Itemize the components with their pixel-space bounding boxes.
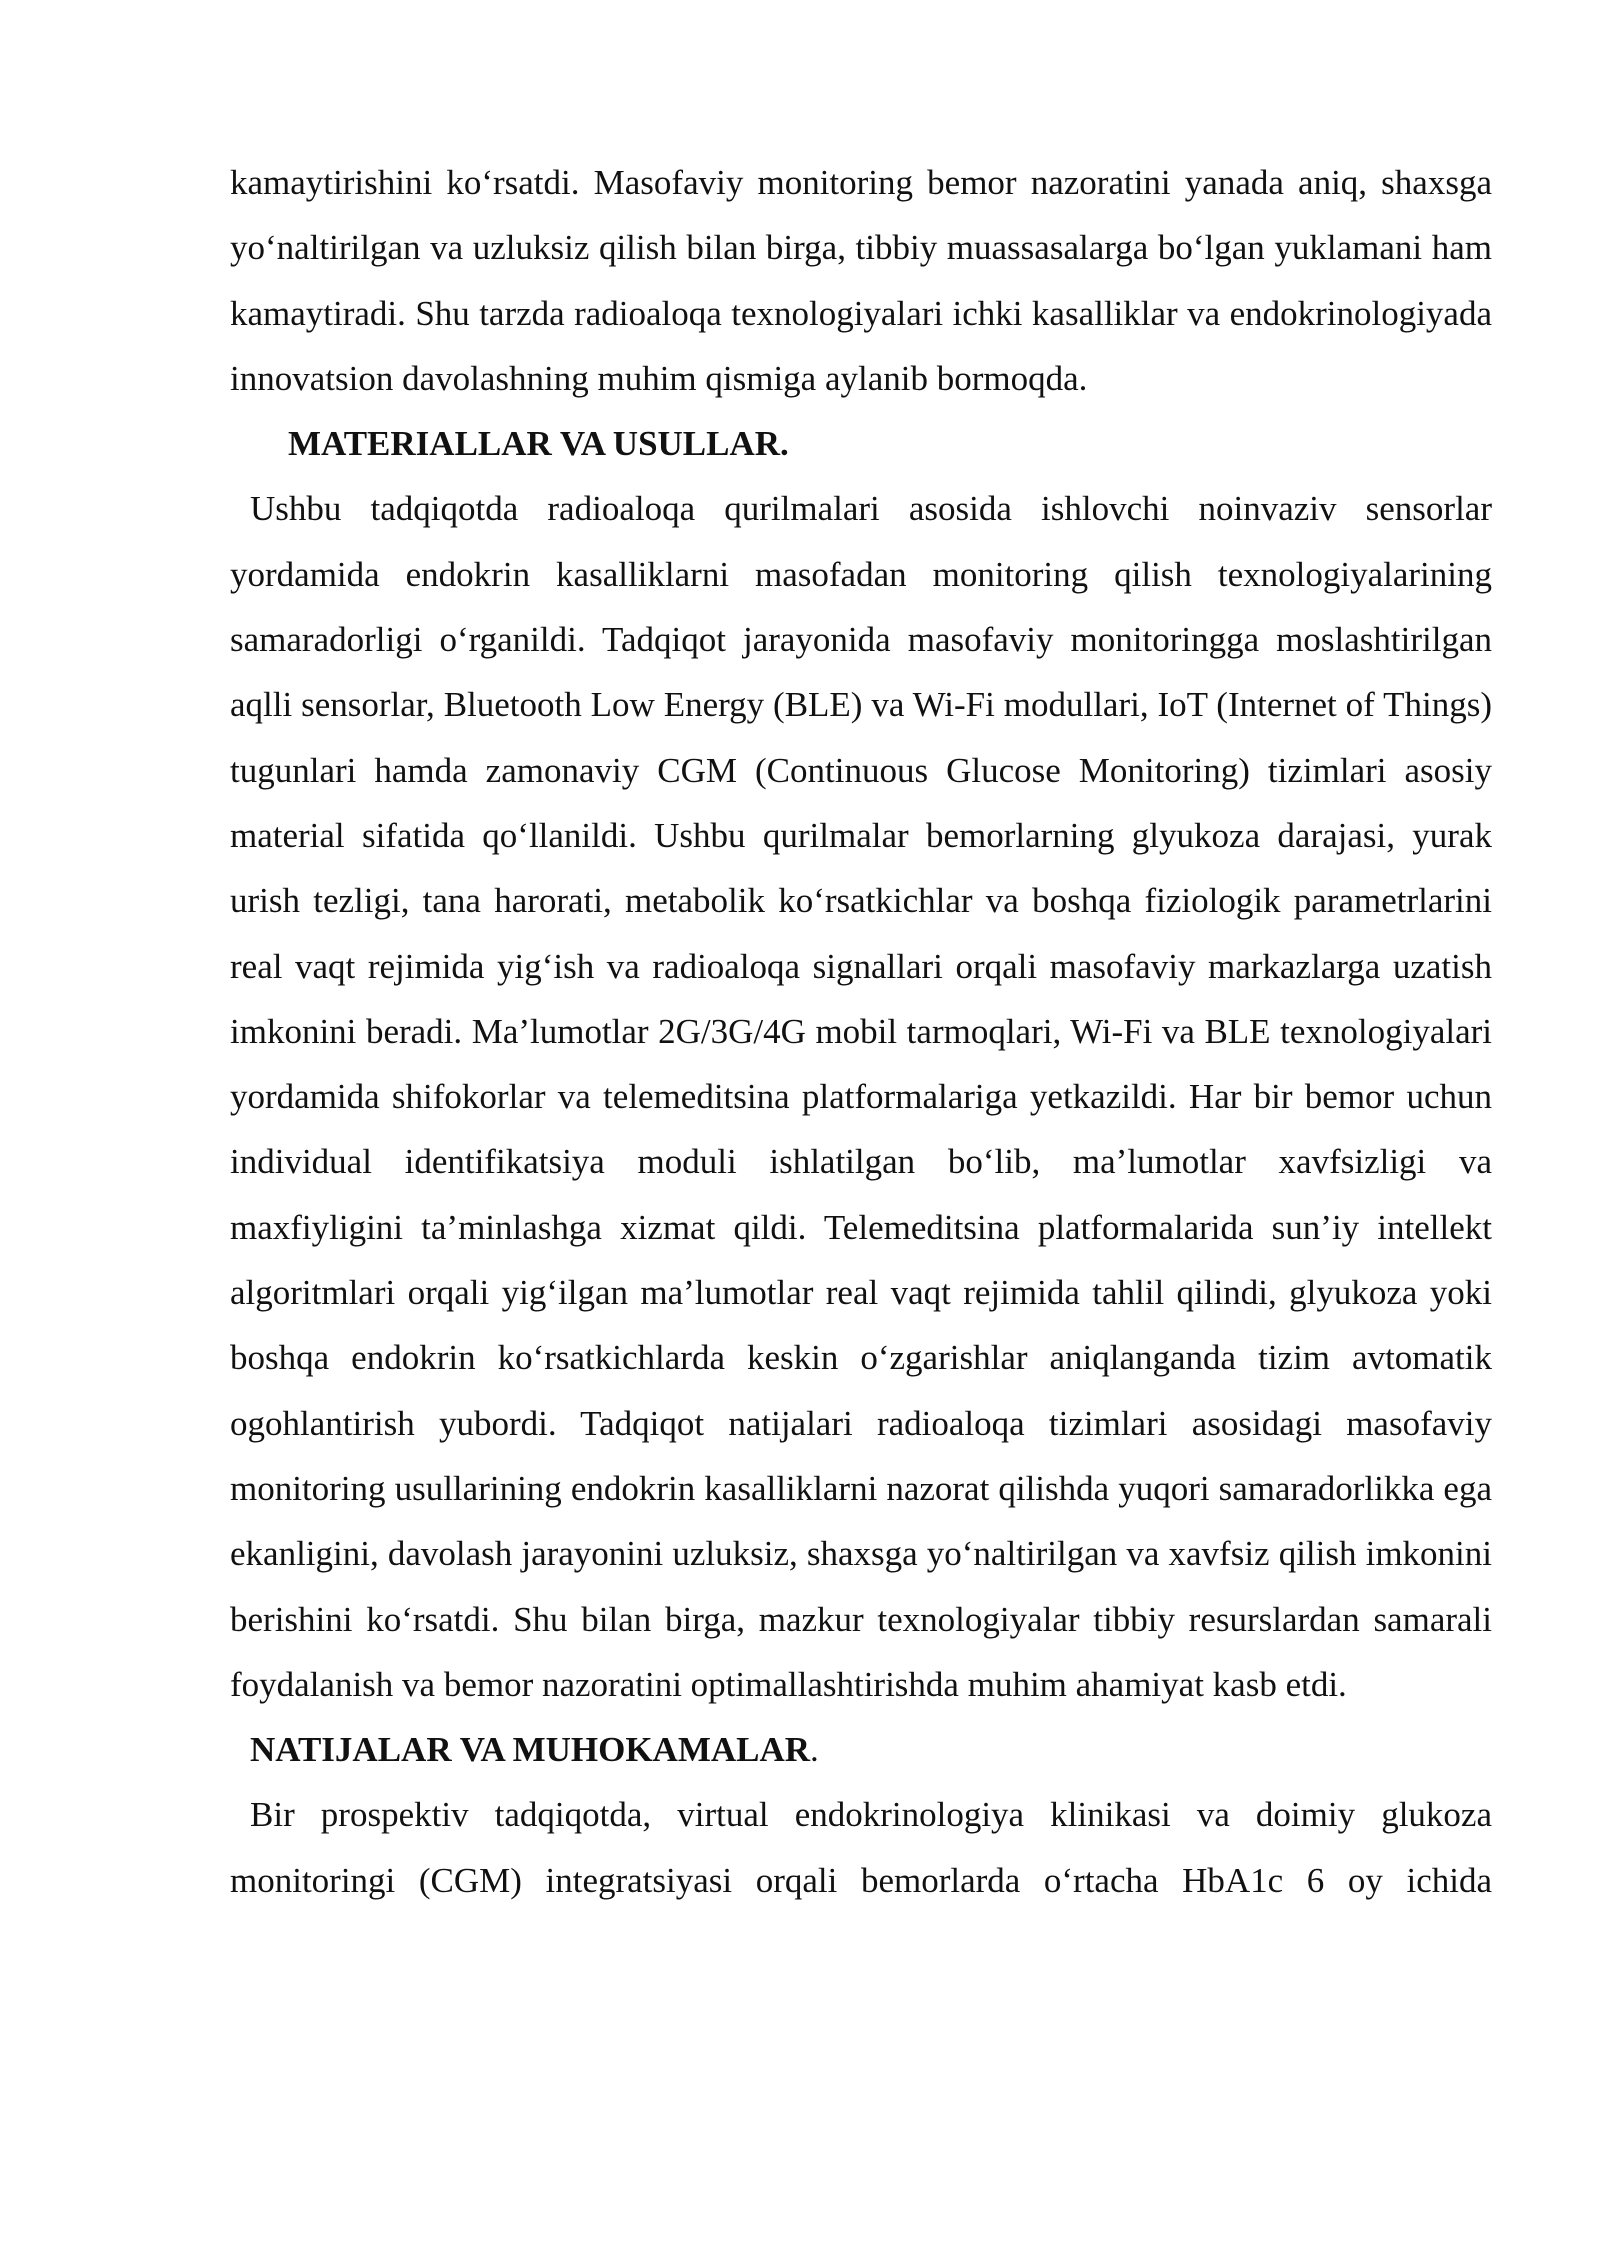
section-heading-materials-methods: MATERIALLAR VA USULLAR. [288, 424, 789, 464]
paragraph-intro-conclusion: kamaytirishini ko‘rsatdi. Masofaviy monitoring bemor nazoratini yanada aniq, shaxsga yo‘naltirilgan va uzluksiz qilish bilan birga, tibbiy muassasalarga bo‘lgan yuklamani ham kamaytiradi. Shu tarzda radioaloqa texnologiyalari ichki kasalliklar va endokrinologiyada innovatsion davolashning muhim qismiga aylanib bormoqda. [230, 163, 1492, 398]
results-heading-period: . [810, 1730, 819, 1770]
paragraph-materials-methods: Ushbu tadqiqotda radioaloqa qurilmalari asosida ishlovchi noinvaziv sensorlar yordamida endokrin kasalliklarni masofadan monitoring qilish texnologiyalarining samaradorligi o‘rganildi. Tadqiqot jarayonida masofaviy monitoringga moslashtirilgan aqlli sensorlar, Bluetooth Low Energy (BLE) va Wi-Fi modullari, IoT (Internet of Things) tugunlari hamda zamonaviy CGM (Continuous Glucose Monitoring) tizimlari asosiy material sifatida qo‘llanildi. Ushbu qurilmalar bemorlarning glyukoza darajasi, yurak urish tezligi, tana harorati, metabolik ko‘rsatkichlar va boshqa fiziologik parametrlarini real vaqt rejimida yig‘ish va radioaloqa signallari orqali masofaviy markazlarga uzatish imkonini beradi. Ma’lumotlar 2G/3G/4G mobil tarmoqlari, Wi-Fi va BLE texnologiyalari yordamida shifokorlar va telemeditsina platformalariga yetkazildi. Har bir bemor uchun individual identifikatsiya moduli ishlatilgan bo‘lib, ma’lumotlar xavfsizligi va maxfiyligini ta’minlashga xizmat qildi. Telemeditsina platformalarida sun’iy intellekt algoritmlari orqali yig‘ilgan ma’lumotlar real vaqt rejimida tahlil qilindi, glyukoza yoki boshqa endokrin ko‘rsatkichlarda keskin o‘zgarishlar aniqlanganda tizim avtomatik ogohlantirish yubordi. Tadqiqot natijalari radioaloqa tizimlari asosidagi masofaviy monitoring usullarining endokrin kasalliklarni nazorat qilishda yuqori samaradorlikka ega ekanligini, davolash jarayonini uzluksiz, shaxsga yo‘naltirilgan va xavfsiz qilish imkonini berishini ko‘rsatdi. Shu bilan birga, mazkur texnologiyalar tibbiy resurslardan samarali foydalanish va bemor nazoratini optimallashtirishda muhim ahamiyat kasb etdi. [230, 489, 1492, 1704]
results-heading-text: NATIJALAR VA MUHOKAMALAR [250, 1730, 811, 1770]
paragraph-results-start: Bir prospektiv tadqiqotda, virtual endokrinologiya klinikasi va doimiy glukoza monitoringi (CGM) integratsiyasi orqali bemorlarda o‘rtacha HbA1c 6 oy ichida [230, 1795, 1492, 1900]
section-heading-results-discussion [230, 1717, 1492, 1782]
document-page [230, 150, 1492, 1913]
